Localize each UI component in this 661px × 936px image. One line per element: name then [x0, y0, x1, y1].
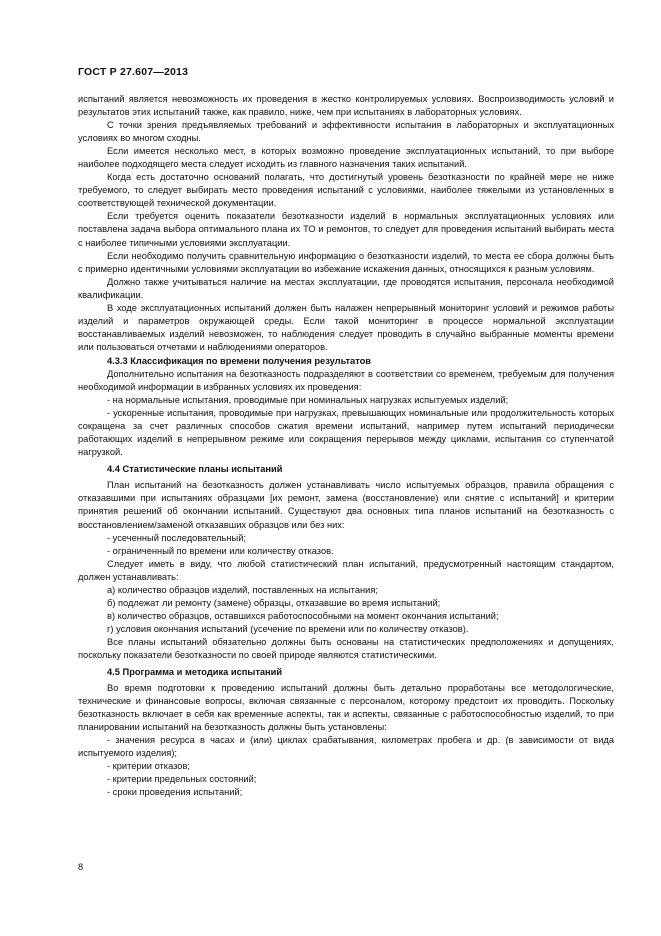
- paragraph: План испытаний на безотказность должен устанавливать число испытуемых образцов, правила обращения с отказавшими при испытаниях образцами [их ремонт, замена (восстановление) или снятие с испытаний] и критерии принятия решений об окончании испытаний. Существуют два основных типа планов испытаний на безотказность с восстановлением/заменой отказавших образцов или без них:: [78, 480, 614, 530]
- paragraph: Во время подготовки к проведению испытаний должны быть детально проработаны все методологические, технические и финансовые вопросы, включая связанные с персоналом, которому предстоит их проводить. Поскольку безотказность включает в себя как временные аспекты, так и аспекты, связанные с работоспособностью изделий, то при планировании испытаний на безотказность должны быть установлены:: [78, 683, 614, 733]
- paragraph: В ходе эксплуатационных испытаний должен быть налажен непрерывный мониторинг условий и режимов работы изделий и параметров окружающей среды. Если такой мониторинг в процессе нормальной эксплуатации восстанавливаемых изделий невозможен, то наблюдения следует проводить в случайно выбранные моменты времени или пользоваться отчетами и наблюдениями операторов.: [78, 302, 614, 352]
- list-item: - ограниченный по времени или количеству отказов.: [107, 545, 334, 556]
- section-heading: 4.5 Программа и методика испытаний: [107, 667, 283, 678]
- paragraph: испытаний является невозможность их проведения в жестко контролируемых условиях. Воспроизводимость условий и результатов этих испытаний также, как правило, ниже, чем при испытаниях в лабораторных условиях.: [78, 94, 614, 118]
- list-item: - критерии отказов;: [107, 761, 190, 772]
- paragraph: С точки зрения предъявляемых требований и эффективности испытания в лабораторных и эксплуатационных условиях во многом сходны.: [78, 120, 614, 144]
- paragraph: Если требуется оценить показатели безотказности изделий в нормальных эксплуатационных условиях или поставлена задача выбора оптимального плана их ТО и ремонтов, то следует для проведения испытаний выбирать места с наиболее типичными условиями эксплуатации.: [78, 211, 614, 248]
- enumerated-item: г) условия окончания испытаний (усечение по времени или по количеству отказов).: [107, 623, 469, 634]
- list-item: - ускоренные испытания, проводимые при нагрузках, превышающих номинальные или продолжительность которых сокращена за счет различных способов сжатия времени испытаний, например путем испытаний периодически работающих изделий в непрерывном режиме или сокращения перерывов между циклами, испытания со ступенчатой нагрузкой.: [78, 408, 614, 458]
- section-heading: 4.3.3 Классификация по времени получения результатов: [107, 355, 372, 366]
- paragraph: Должно также учитываться наличие на местах эксплуатации, где проводятся испытания, персонала необходимой квалификации.: [78, 276, 614, 300]
- document-header: ГОСТ Р 27.607—2013: [78, 66, 189, 78]
- document-body: [78, 93, 614, 799]
- list-item: - критерии предельных состояний;: [107, 774, 257, 785]
- page-number: 8: [78, 862, 84, 872]
- paragraph: Когда есть достаточно оснований полагать, что достигнутый уровень безотказности по крайней мере не ниже требуемого, то следует выбирать место проведения испытаний с условиями, наиболее тяжелыми из установленных в соответствующей технической документации.: [78, 172, 614, 209]
- enumerated-item: в) количество образцов, оставшихся работоспособными на момент окончания испытаний;: [107, 610, 499, 621]
- paragraph: Следует иметь в виду, что любой статистический план испытаний, предусмотренный настоящим стандартом, должен устанавливать:: [78, 558, 614, 582]
- paragraph: Все планы испытаний обязательно должны быть основаны на статистических предположениях и допущениях, поскольку показатели безотказности по своей природе являются статистическими.: [78, 636, 614, 660]
- list-item: - сроки проведения испытаний;: [107, 787, 243, 798]
- section-heading: 4.4 Статистические планы испытаний: [107, 464, 283, 475]
- list-item: - на нормальные испытания, проводимые при номинальных нагрузках испытуемых изделий;: [107, 395, 509, 406]
- paragraph: Если необходимо получить сравнительную информацию о безотказности изделий, то места ее сбора должны быть с примерно идентичными условиями эксплуатации во избежание искажения данных, относящихся к разным условиям.: [78, 250, 614, 274]
- paragraph: Если имеется несколько мест, в которых возможно проведение эксплуатационных испытаний, то при выборе наиболее подходящего места следует исходить из главного назначения таких испытаний.: [78, 146, 614, 170]
- list-item: - усеченный последовательный;: [107, 532, 246, 543]
- enumerated-item: б) подлежат ли ремонту (замене) образцы, отказавшие во время испытаний;: [107, 597, 441, 608]
- paragraph: Дополнительно испытания на безотказность подразделяют в соответствии со временем, требуемым для получения необходимой информации в избранных условиях их проведения:: [78, 368, 614, 393]
- enumerated-item: а) количество образцов изделий, поставленных на испытания;: [107, 584, 378, 595]
- list-item: - значения ресурса в часах и (или) циклах срабатывания, километрах пробега и др. (в зависимости от вида испытуемого изделия);: [78, 735, 614, 759]
